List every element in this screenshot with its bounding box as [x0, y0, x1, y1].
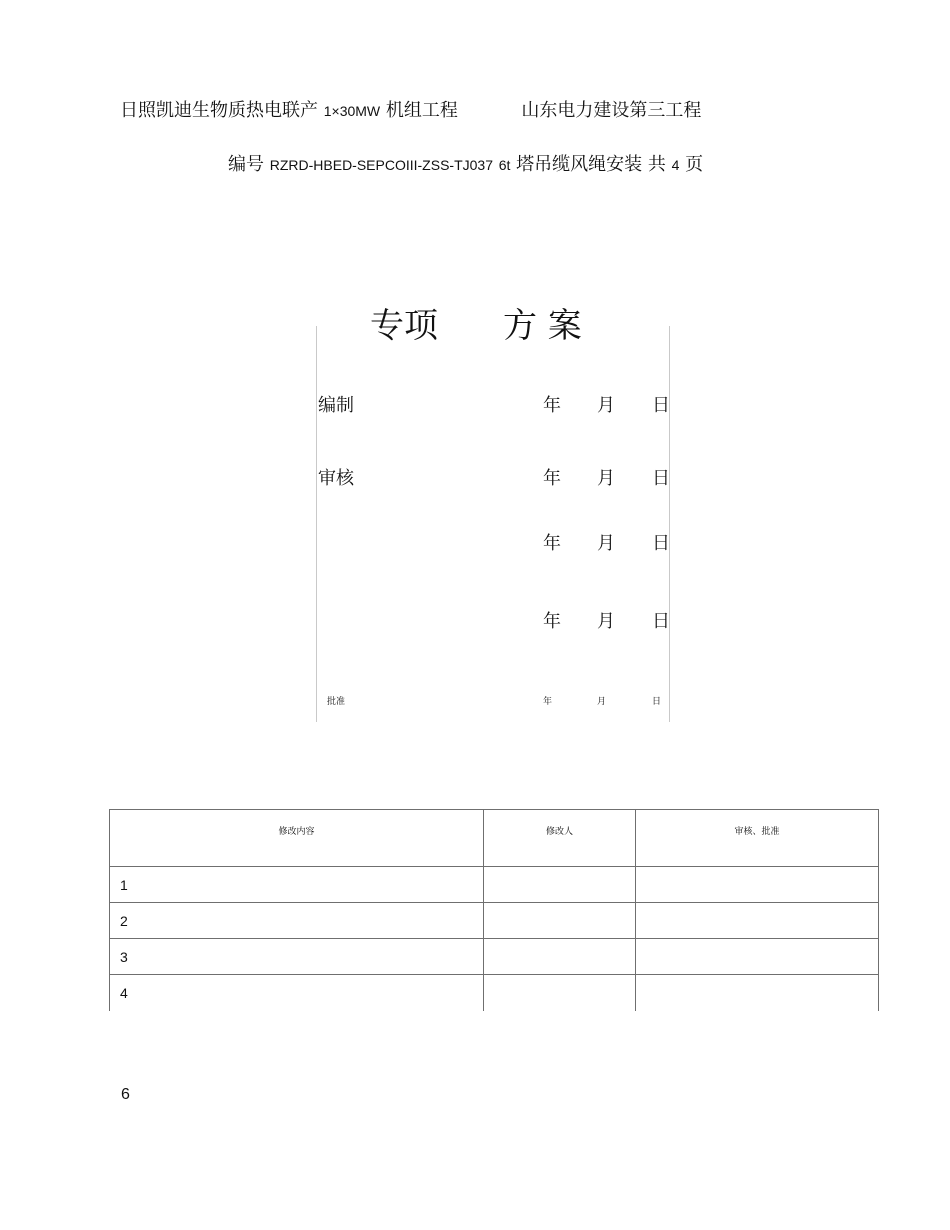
modifier-cell [484, 939, 636, 975]
signature-label-approve: 批准 [327, 697, 346, 707]
month-label: 月 [597, 533, 615, 554]
signature-frame-left-line [316, 326, 317, 722]
day-label: 日 [652, 697, 662, 707]
row-number: 3 [110, 939, 484, 975]
code-label: 编号 [228, 154, 264, 175]
page-number: 6 [121, 1086, 130, 1103]
year-label: 年 [543, 468, 561, 489]
signature-label-compile: 编制 [318, 395, 354, 416]
approval-cell [636, 939, 879, 975]
signature-label-review: 审核 [318, 468, 354, 489]
table-row [110, 939, 879, 975]
table-header-row [110, 810, 879, 867]
column-header-content: 修改内容 [110, 810, 484, 867]
signature-frame-right-line [669, 326, 670, 722]
table-row [110, 903, 879, 939]
approval-cell [636, 867, 879, 903]
total-label: 共 [647, 154, 666, 175]
row-number: 1 [110, 867, 484, 903]
row-number: 4 [110, 975, 484, 1011]
approval-cell [636, 903, 879, 939]
month-label: 月 [597, 395, 615, 416]
day-label: 日 [652, 468, 670, 489]
year-label: 年 [543, 611, 561, 632]
day-label: 日 [652, 611, 670, 632]
year-label: 年 [543, 395, 561, 416]
month-label: 月 [597, 697, 607, 707]
month-label: 月 [597, 611, 615, 632]
row-number: 2 [110, 903, 484, 939]
table-row [110, 867, 879, 903]
document-subject: 塔吊缆风绳安装 [516, 154, 643, 175]
approval-cell [636, 975, 879, 1011]
contractor-name: 山东电力建设第三工程 [521, 100, 702, 121]
page-unit: 页 [685, 154, 704, 175]
day-label: 日 [652, 395, 670, 416]
unit-spec: 1×30MW [323, 103, 381, 119]
revision-table [109, 809, 879, 1011]
crane-capacity: 6t [498, 157, 511, 173]
total-pages: 4 [671, 157, 680, 173]
project-tail: 机组工程 [385, 100, 458, 121]
column-header-approval: 审核、批准 [636, 810, 879, 867]
year-label: 年 [543, 533, 561, 554]
page-title-part2: 方 案 [503, 306, 582, 346]
page-title-part1: 专项 [370, 306, 438, 346]
year-label: 年 [543, 697, 553, 707]
project-header [120, 96, 701, 122]
column-header-modifier: 修改人 [484, 810, 636, 867]
month-label: 月 [597, 468, 615, 489]
modifier-cell [484, 975, 636, 1011]
document-code-line [228, 150, 703, 176]
code-value: RZRD-HBED-SEPCOIII-ZSS-TJ037 [269, 157, 493, 173]
day-label: 日 [652, 533, 670, 554]
project-name: 日照凯迪生物质热电联产 [120, 100, 318, 121]
modifier-cell [484, 903, 636, 939]
table-row [110, 975, 879, 1011]
modifier-cell [484, 867, 636, 903]
